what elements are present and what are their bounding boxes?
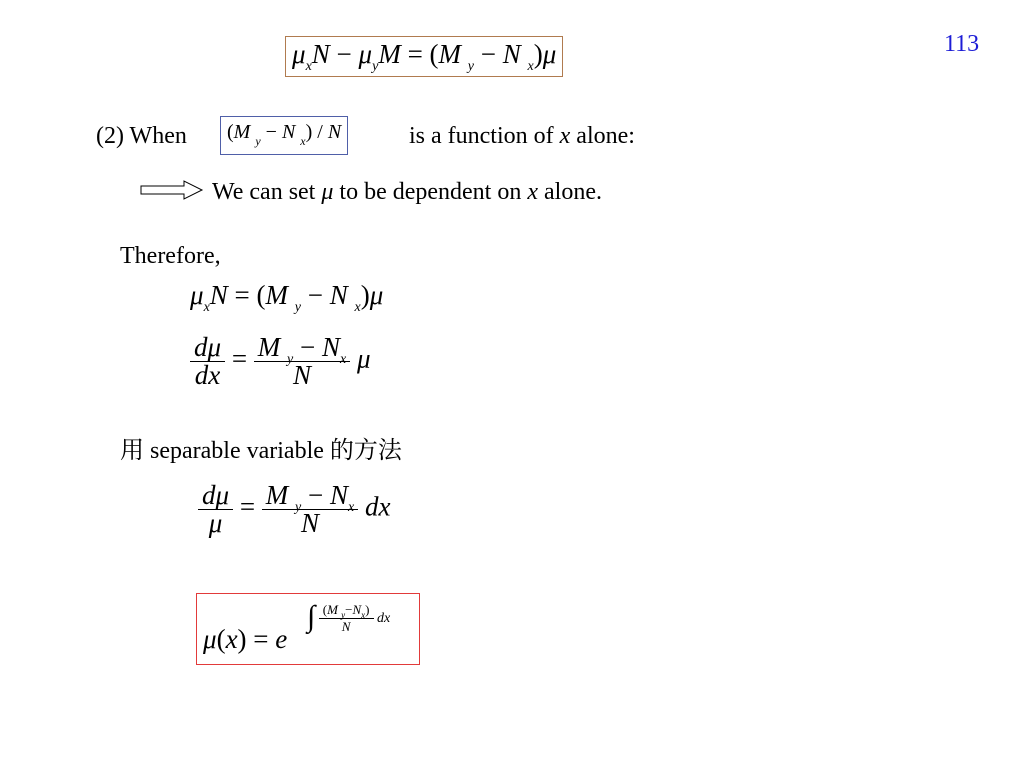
condition-var-x: x [559,123,571,149]
fraction-dmu-dx: $\frac{d\mu}{dx}$ [190,334,225,389]
note-mu: μ [321,179,334,205]
therefore-label: Therefore, [120,243,221,269]
condition-boxed-expression: (M $_y$ − N $_x$) / N [220,116,348,155]
result-boxed-equation [196,593,420,665]
result-lhs: μ(x) = e [203,624,288,654]
method-line [120,438,402,463]
method-latin: separable variable [150,438,324,464]
exponent-fraction: $\frac{(M _y-N_x)}{N}$ [319,602,374,635]
dependency-note [212,180,602,204]
note-part-c: alone. [544,179,602,205]
equation-mux: $\mu_xN = (M$ $_y$ − N $_x$)μ [190,280,384,315]
note-part-a: We can set [212,179,316,205]
right-arrow-icon [140,180,204,205]
condition-suffix-end: alone: [576,123,635,149]
fraction-dmu-mu: $\frac{d\mu}{\mu}$ [198,482,233,537]
top-boxed-equation: $\mu_xN - \mu_yM = (M$ $_y$ − N $_x$)μ [285,36,563,77]
method-cjk-b: 的方法 [329,436,402,464]
fraction-my-nx-over-n: $\frac{M _y - N_x}{N}$ [254,334,350,389]
condition-prefix: (2) When [96,123,187,149]
page-number: 113 [944,31,980,57]
method-cjk-a: 用 [120,436,144,464]
note-x: x [527,179,539,205]
result-exponent: ∫ $\frac{(M _y-N_x)}{N}$ dx [307,600,391,635]
equation-dmu-dx: $\frac{d\mu}{dx}$ = $\frac{M _y - N_x}{N}$ μ [190,334,371,389]
fraction-my-nx-over-n-2: $\frac{M _y - N_x}{N}$ [262,482,358,537]
equation-dmu-mu: $\frac{d\mu}{\mu}$ = $\frac{M _y - N_x}{N}$ dx [198,482,390,537]
condition-suffix [409,124,635,148]
note-part-b: to be dependent on [339,179,522,205]
condition-suffix-text: is a function of [409,123,554,149]
